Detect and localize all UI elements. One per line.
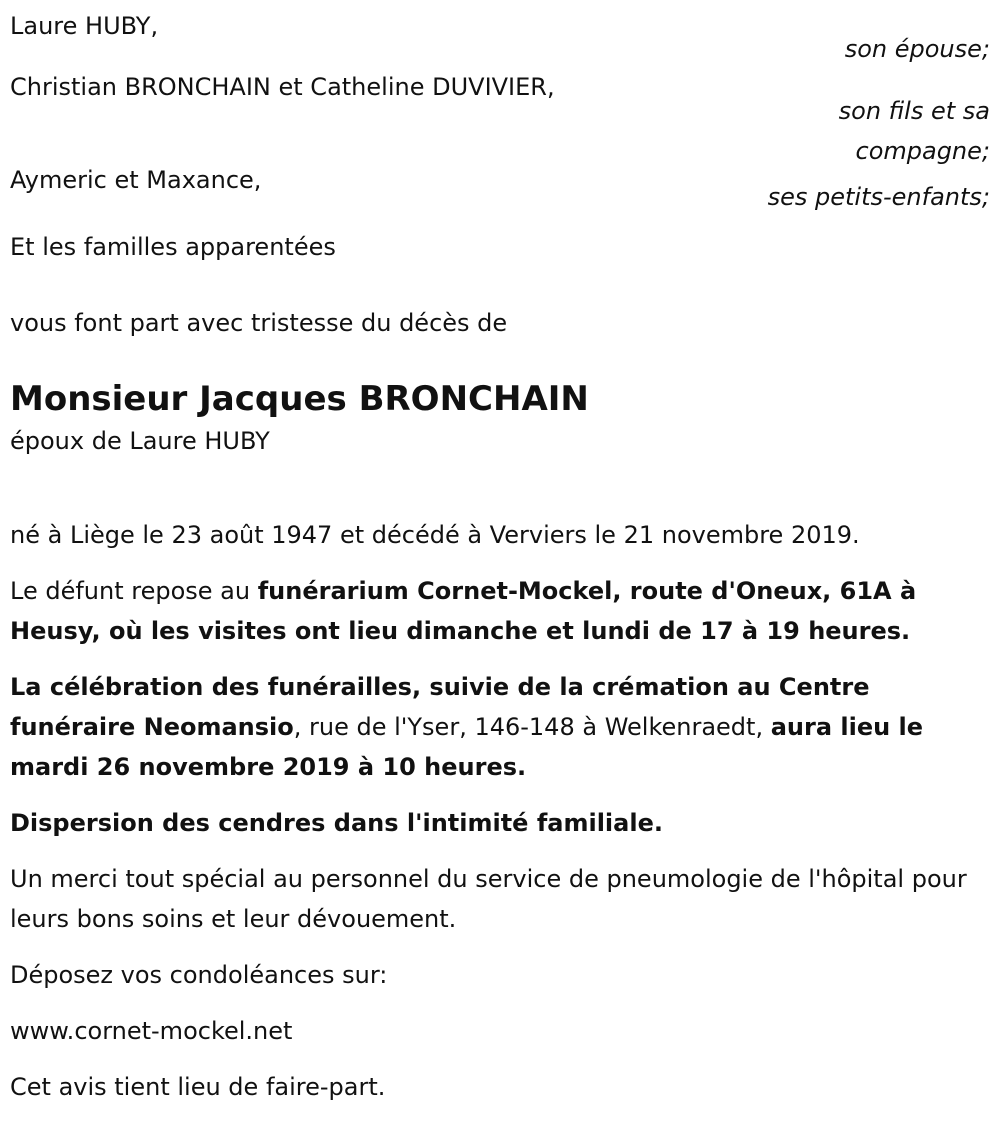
ceremony-address: , rue de l'Yser, 146-148 à Welkenraedt, bbox=[293, 713, 771, 741]
family-member-grandchildren bbox=[10, 166, 990, 217]
ashes-paragraph bbox=[10, 803, 990, 843]
family-member-relation: ses petits-enfants; bbox=[767, 183, 990, 211]
family-member-spouse bbox=[10, 0, 990, 69]
spouse-line: époux de Laure HUBY bbox=[10, 427, 270, 455]
website-link[interactable]: www.cornet-mockel.net bbox=[10, 1017, 293, 1045]
birth-death-line: né à Liège le 23 août 1947 et décédé à Verviers le 21 novembre 2019. bbox=[10, 521, 860, 549]
deceased-name: Monsieur Jacques BRONCHAIN bbox=[10, 379, 589, 419]
family-member-name: Laure HUBY, bbox=[10, 12, 159, 40]
death-notice bbox=[10, 0, 990, 1107]
ashes-line: Dispersion des cendres dans l'intimité familiale. bbox=[10, 809, 663, 837]
ceremony-paragraph bbox=[10, 667, 990, 787]
family-member-name: Aymeric et Maxance, bbox=[10, 166, 262, 194]
ceremony-date: aura lieu le mardi 26 novembre 2019 à 10 heures. bbox=[10, 713, 924, 781]
rest-paragraph bbox=[10, 571, 990, 651]
family-member-son bbox=[10, 69, 990, 171]
thanks-paragraph: Un merci tout spécial au personnel du service de pneumologie de l'hôpital pour leurs bons soins et leur dévouement. bbox=[10, 865, 967, 933]
closing-line: Cet avis tient lieu de faire-part. bbox=[10, 1073, 386, 1101]
rest-location: funérarium Cornet-Mockel, route d'Oneux, 61A à Heusy, où les visites ont lieu dimanche et lundi de 17 à 19 heures. bbox=[10, 577, 917, 645]
rest-intro: Le défunt repose au bbox=[10, 577, 258, 605]
announce-line: vous font part avec tristesse du décès de bbox=[10, 309, 508, 337]
family-member-relation: son épouse; bbox=[844, 35, 990, 63]
family-member-relation: son fils et sa compagne; bbox=[838, 97, 990, 165]
family-member-name: Christian BRONCHAIN et Catheline DUVIVIER, bbox=[10, 73, 555, 101]
ceremony-title: La célébration des funérailles, suivie de la crémation au Centre funéraire Neomansio bbox=[10, 673, 870, 741]
condolences-line: Déposez vos condoléances sur: bbox=[10, 961, 388, 989]
relatives-line: Et les familles apparentées bbox=[10, 233, 336, 261]
